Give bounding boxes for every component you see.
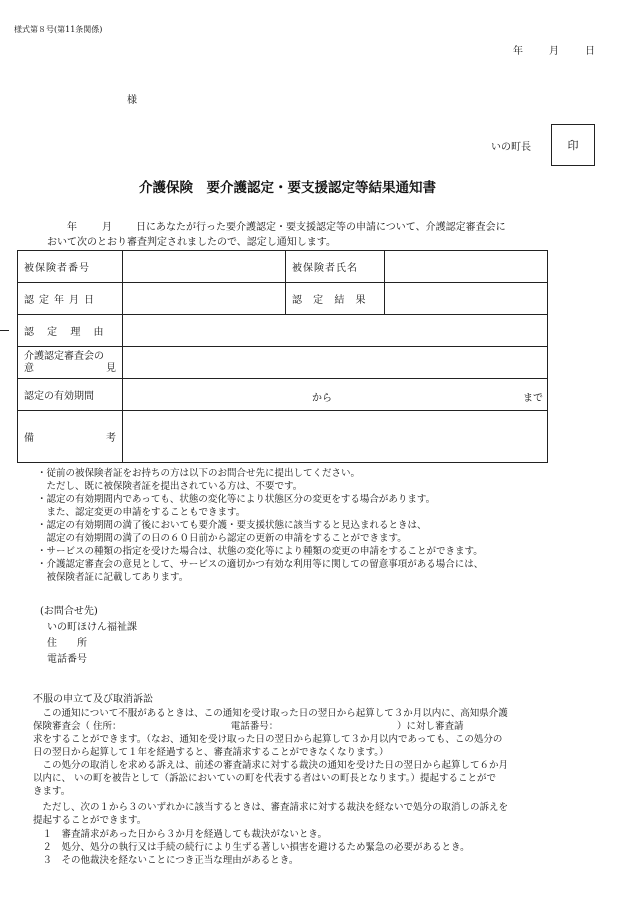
cert-result-value[interactable] [385,283,548,315]
note-line: 被保険者証に記載してあります。 [37,572,189,583]
issuer-name: いの町長 [491,142,531,153]
note-line: ただし、既に被保険者証を提出されている方は、不要です。 [37,481,303,492]
appeal-line: 以内に、 いの町を被告として（訴訟においていの町を代表する者はいの町長となります。）提起することがで [33,773,497,784]
appeal-item: ３ その他裁決を経ないことにつき正当な理由があるとき。 [33,855,299,866]
certification-table [17,250,548,463]
insured-number-label: 被保険者番号 [18,251,123,283]
intro-line-2: おいて次のとおり審査判定されましたので、認定し通知します。 [47,237,336,248]
cert-date-label: 認定年月日 [18,283,123,315]
valid-until-label: まで [523,393,543,404]
document-title: 介護保険 要介護認定・要支援認定等結果通知書 [139,180,436,196]
appeal-line: この処分の取消しを求める訴えは、前述の審査請求に対する裁決の通知を受けた日の翌日から起算して６か月 [33,760,509,771]
cert-result-label: 認 定 結 果 [286,283,385,315]
appeal-line: 求をすることができます。（なお、通知を受け取った日の翌日から起算して３か月以内であっても、この処分の [33,734,503,745]
committee-opinion-label: 介護認定審査会の 意 見 [18,347,123,379]
appeal-line: 提起することができます。 [33,815,147,826]
date-day-label: 日 [585,46,595,57]
remarks-value[interactable] [123,411,548,463]
date-month-label: 月 [549,46,559,57]
date-year-label: 年 [513,46,523,57]
intro-line-1: 日にあなたが行った要介護認定・要支援認定等の申請について、介護認定審査会に [136,222,506,233]
cert-date-value[interactable] [123,283,286,315]
appeal-line: 日の翌日から起算して１年を経過すると、審査請求することができなくなります。） [33,747,389,758]
contact-phone: 電話番号 [47,654,87,665]
seal-label: 印 [567,139,579,152]
note-line: 認定の有効期間の満了の日の６０日前から認定の更新の申請をすることができます。 [37,533,407,544]
note-line: ・従前の被保険者証をお持ちの方は以下のお問合せ先に提出してください。 [37,468,361,479]
contact-address: 住 所 [47,638,87,649]
contact-heading: (お問合せ先) [40,606,98,617]
recipient-suffix: 様 [127,95,137,106]
cert-reason-value[interactable] [123,315,548,347]
note-line: ・認定の有効期間の満了後においても要介護・要支援状態に該当すると見込まれるときは、 [37,520,427,531]
appeal-heading: 不服の申立て及び取消訴訟 [33,694,153,705]
insured-name-value[interactable] [385,251,548,283]
appeal-line: ただし、次の１から３のいずれかに該当するときは、審査請求に対する裁決を経ないで処分の取消しの訴えを [33,802,509,813]
appeal-line: きます。 [33,786,71,797]
valid-period-label: 認定の有効期間 [18,379,123,411]
intro-month: 月 [102,222,112,233]
contact-dept: いの町ほけん福祉課 [47,622,137,633]
seal-box [551,124,595,166]
margin-tick [0,330,9,331]
insured-number-value[interactable] [123,251,286,283]
form-number: 様式第８号(第11条関係) [14,25,103,34]
intro-year: 年 [67,222,77,233]
note-line: ・サービスの種類の指定を受けた場合は、状態の変化等により種類の変更の申請をすることができます。 [37,546,483,557]
insured-name-label: 被保険者氏名 [286,251,385,283]
note-line: また、認定変更の申請をすることもできます。 [37,507,246,518]
remarks-label: 備 考 [18,411,123,463]
appeal-line: 保険審査会（ 住所： 電話番号： ）に対し審査請 [33,721,464,732]
committee-opinion-value[interactable] [123,347,548,379]
appeal-line: この通知について不服があるときは、この通知を受け取った日の翌日から起算して３か月以内に、高知県介護 [33,708,508,719]
note-line: ・認定の有効期間内であっても、状態の変化等により状態区分の変更をする場合があります。 [37,494,436,505]
valid-period-value[interactable] [123,379,548,411]
appeal-item: ２ 処分、処分の執行又は手続の続行により生ずる著しい損害を避けるため緊急の必要があるとき。 [33,842,470,853]
valid-from-label: から [312,393,332,404]
cert-reason-label: 認 定 理 由 [18,315,123,347]
note-line: ・介護認定審査会の意見として、サービスの適切かつ有効な利用等に関しての留意事項がある場合には、 [37,559,484,570]
appeal-item: １ 審査請求があった日から３か月を経過しても裁決がないとき。 [33,829,328,840]
